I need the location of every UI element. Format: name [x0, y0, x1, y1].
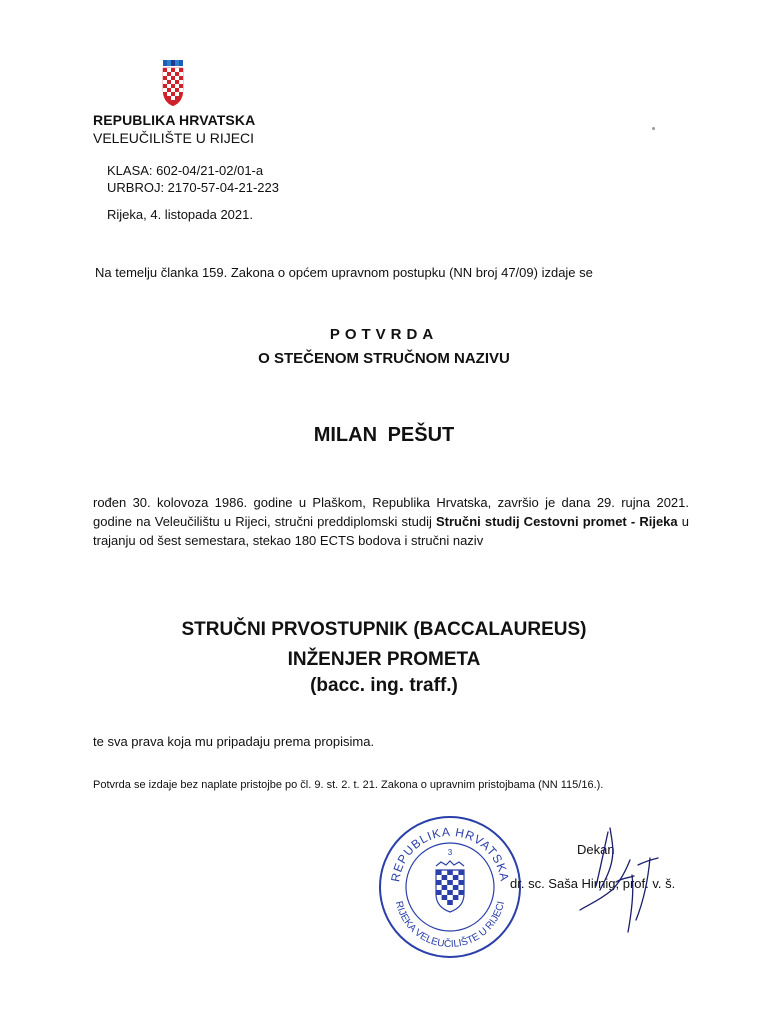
klasa-reference: KLASA: 602-04/21-02/01-a [107, 163, 264, 178]
legal-basis-text: Na temelju članka 159. Zakona o općem upravnom postupku (NN broj 47/09) izdaje se [95, 265, 593, 280]
country-name: REPUBLIKA HRVATSKA [93, 112, 256, 128]
certificate-body [93, 493, 689, 550]
signatory-name: dr. sc. Saša Hirnig, prof. v. š. [510, 876, 676, 891]
stamp-top-text: REPUBLIKA HRVATSKA [388, 824, 512, 883]
stamp-number: 3 [447, 848, 453, 857]
official-stamp [375, 812, 525, 962]
signatory-role: Dekan [577, 842, 615, 857]
issue-date: Rijeka, 4. listopada 2021. [107, 207, 253, 222]
fee-exemption-note: Potvrda se izdaje bez naplate pristojbe po čl. 9. st. 2. t. 21. Zakona o upravnim pristojbama (NN 115/16.). [93, 779, 604, 791]
degree-abbreviation: (bacc. ing. traff.) [310, 675, 458, 696]
urbroj-reference: URBROJ: 2170-57-04-21-223 [107, 180, 279, 195]
handwritten-signature [560, 820, 680, 945]
institution-name: VELEUČILIŠTE U RIJECI [93, 130, 255, 146]
body-text-part1: rođen 30. kolovoza 1986. godine u Plaškom, Republika Hrvatska, završio je dana 29. rujna 2021. godine na Veleučilištu u Rijeci, stručni preddiplomski studij [93, 495, 689, 529]
body-text-part2: u trajanju od šest semestara, stekao 180 ECTS bodova i stručni naziv [93, 514, 689, 548]
coat-of-arms-icon [162, 60, 184, 106]
document-subtitle: O STEČENOM STRUČNOM NAZIVU [258, 350, 510, 367]
degree-title [0, 615, 768, 675]
study-program: Stručni studij Cestovni promet - Rijeka [435, 514, 678, 529]
stamp-bottom-text: RIJEKA VELEUČILIŠTE U RIJECI [392, 900, 508, 951]
degree-title-text: STRUČNI PRVOSTUPNIK (BACCALAUREUS) INŽENJER PROMETA [181, 619, 587, 670]
stamp-crest-icon [436, 861, 464, 912]
scan-speck [652, 127, 655, 130]
recipient-name: MILAN PEŠUT [313, 424, 455, 446]
document-title: POTVRDA [329, 326, 439, 343]
rights-text: te sva prava koja mu pripadaju prema propisima. [93, 734, 375, 749]
